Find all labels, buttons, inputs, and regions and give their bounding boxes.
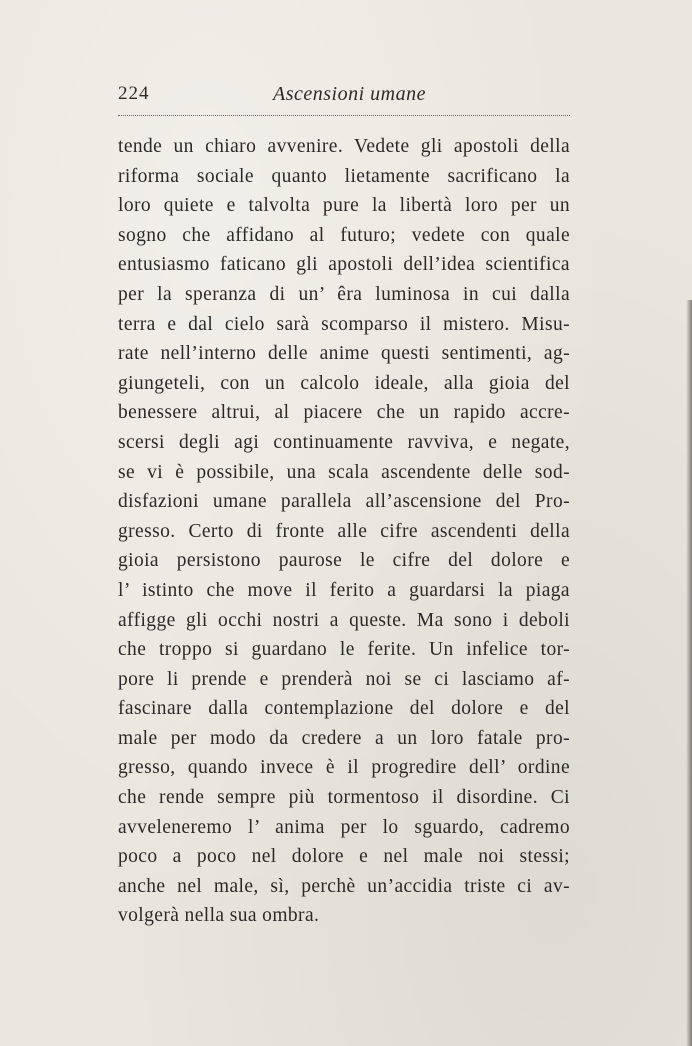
text-line: pore li prende e prenderà noi se ci lasciamo af- (118, 668, 570, 690)
text-line: disfazioni umane parallela all’ascensione del Pro- (118, 491, 570, 513)
text-line: gioia persistono paurose le cifre del dolore e (118, 550, 570, 572)
header-rule (118, 115, 570, 116)
text-line: anche nel male, sì, perchè un’accidia triste ci av- (118, 875, 570, 897)
text-line: riforma sociale quanto lietamente sacrificano la (118, 165, 570, 187)
text-line: che troppo si guardano le ferite. Un infelice tor- (118, 639, 570, 661)
text-line: se vi è possibile, una scala ascendente delle sod- (118, 461, 570, 483)
text-line: giungeteli, con un calcolo ideale, alla gioia del (118, 372, 570, 394)
text-line: gresso. Certo di fronte alle cifre ascendenti della (118, 520, 570, 542)
text-line: entusiasmo faticano gli apostoli dell’idea scientifica (118, 254, 570, 276)
text-line: loro quiete e talvolta pure la libertà loro per un (118, 195, 570, 217)
text-line: avveleneremo l’ anima per lo sguardo, cadremo (118, 816, 570, 838)
running-title: Ascensioni umane (273, 83, 426, 105)
text-line: rate nell’interno delle anime questi sentimenti, ag- (118, 343, 570, 365)
page-number: 224 (118, 83, 150, 104)
text-line: male per modo da credere a un loro fatale pro- (118, 727, 570, 749)
text-line-last: volgerà nella sua ombra. (118, 905, 320, 927)
text-line: fascinare dalla contemplazione del dolore e del (118, 698, 570, 720)
text-line: poco a poco nel dolore e nel male noi stessi; (118, 846, 570, 868)
text-line: tende un chiaro avvenire. Vedete gli apostoli della (118, 136, 570, 157)
body-text (118, 132, 570, 931)
text-line: scersi degli agi continuamente ravviva, e negate, (118, 431, 570, 453)
text-line: che rende sempre più tormentoso il disordine. Ci (118, 787, 570, 809)
text-line: l’ istinto che move il ferito a guardarsi la piaga (118, 579, 570, 601)
text-line: affigge gli occhi nostri a queste. Ma sono i deboli (118, 609, 570, 631)
text-line: terra e dal cielo sarà scomparso il mistero. Misu- (118, 313, 570, 335)
running-header (118, 83, 570, 111)
text-line: gresso, quando invece è il progredire dell’ ordine (118, 757, 570, 779)
text-line: per la speranza di un’ êra luminosa in cui dalla (118, 283, 570, 305)
text-line: benessere altrui, al piacere che un rapido accre- (118, 402, 570, 424)
page-edge-shadow (686, 300, 692, 1046)
text-line: sogno che affidano al futuro; vedete con quale (118, 224, 570, 246)
